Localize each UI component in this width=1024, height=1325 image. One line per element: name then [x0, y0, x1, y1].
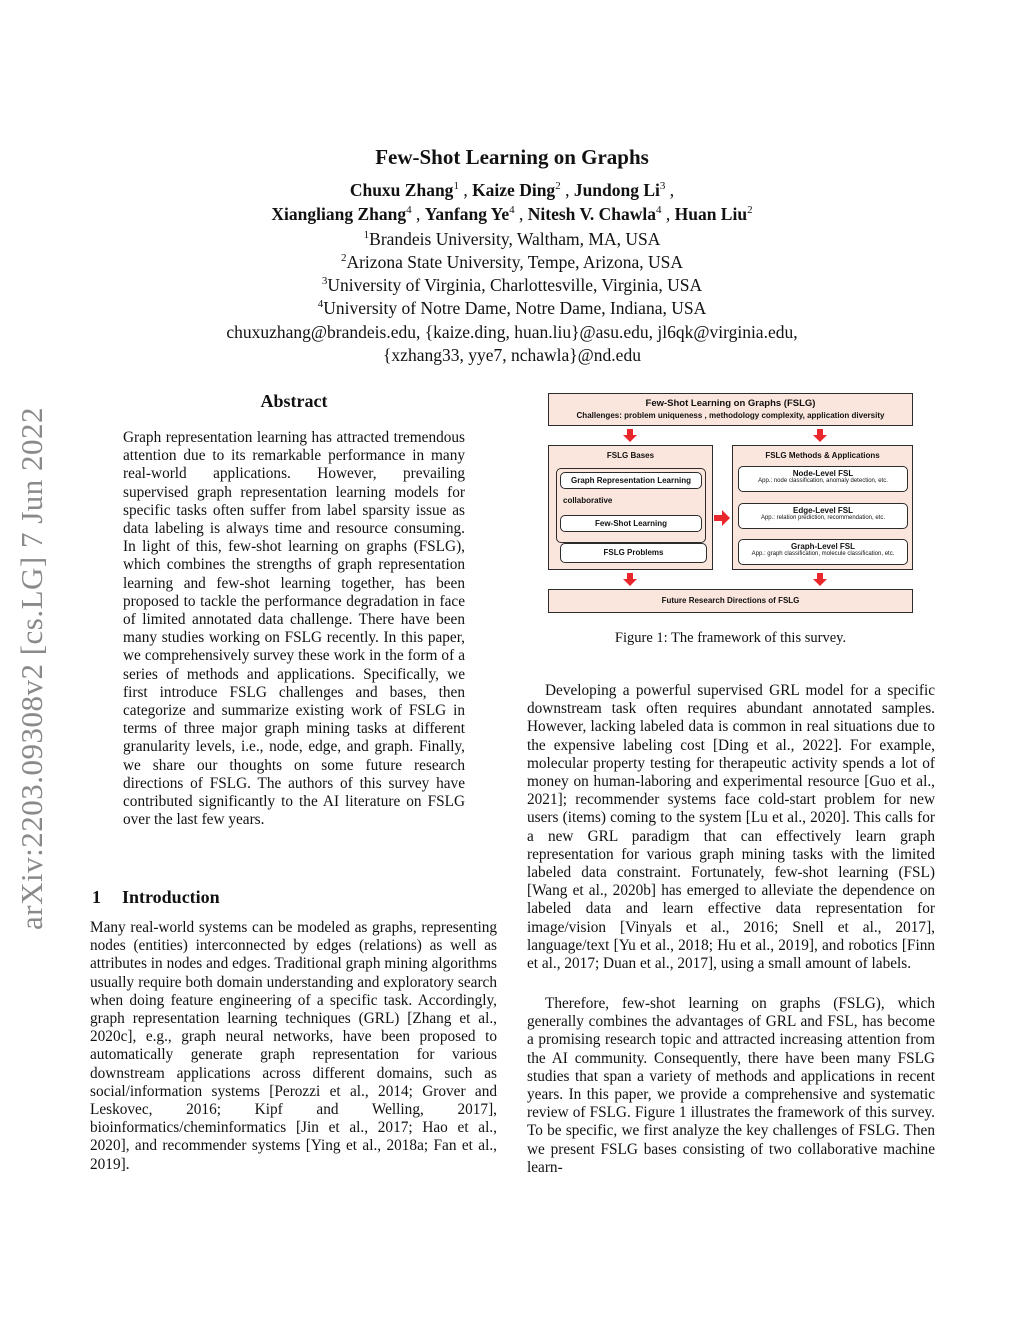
- node-level-box: [738, 466, 908, 492]
- fslg-bases-box: [548, 445, 713, 570]
- author-name: Jundong Li: [573, 180, 660, 200]
- collaborative-label: collaborative: [563, 496, 613, 505]
- right-column-paragraph-2: Therefore, few-shot learning on graphs (FSLG), which generally combines the advantages of GRL and FSL, has become a promising research topic and attracted increasing attention from the AI community. Consequently, there have been many FSLG studies that span a variety of methods and applications in recent years. In this paper, we provide a comprehensive and systematic review of FSLG. Figure 1 illustrates the framework of this survey. To be specific, we first analyze the key challenges of FSLG. Then we present FSLG bases consisting of two collaborative machine learn-: [527, 995, 935, 1176]
- fslg-problems-box: FSLG Problems: [560, 543, 707, 563]
- figure-caption: Figure 1: The framework of this survey.: [614, 630, 847, 646]
- section-number: 1: [92, 887, 101, 907]
- node-level-app: App.: node classification, anomaly detection, etc.: [758, 478, 888, 484]
- section-title: Introduction: [122, 887, 220, 907]
- right-arrow-icon: [714, 510, 730, 526]
- down-arrow-icon: [813, 429, 827, 442]
- figure-top-subtitle: Challenges: problem uniqueness , methodology complexity, application diversity: [576, 411, 885, 420]
- fsl-box: Few-Shot Learning: [560, 515, 702, 532]
- arxiv-identifier: arXiv:2203.09308v2 [cs.LG] 7 Jun 2022: [14, 406, 49, 930]
- fslg-bases-title: FSLG Bases: [606, 451, 655, 460]
- abstract-heading: Abstract: [260, 391, 328, 411]
- author-affil-mark: 1: [453, 180, 459, 193]
- edge-level-title: Edge-Level FSL: [792, 506, 853, 515]
- author-name: Xiangliang Zhang: [271, 204, 407, 224]
- authors-line-2: Xiangliang Zhang$^4$ , Yanfang Ye$^4$ , Nitesh V. Chawla$^4$ , Huan Liu$^2$: [271, 204, 753, 224]
- node-level-title: Node-Level FSL: [792, 469, 854, 478]
- affiliation-2: $^2$Arizona State University, Tempe, Arizona, USA: [340, 252, 684, 272]
- down-arrow-icon: [623, 573, 637, 586]
- author-affil-mark: 4: [509, 204, 515, 217]
- author-affil-mark: 2: [747, 204, 753, 217]
- fslg-methods-box: [732, 445, 913, 570]
- future-directions-box: Future Research Directions of FSLG: [548, 589, 913, 613]
- graph-level-title: Graph-Level FSL: [790, 542, 855, 551]
- graph-level-box: [738, 539, 908, 565]
- graph-level-app: App.: graph classification, molecule classification, etc.: [751, 551, 895, 557]
- figure-top-title: Few-Shot Learning on Graphs (FSLG): [645, 398, 816, 409]
- author-name: Nitesh V. Chawla: [527, 204, 656, 224]
- paper-title: Few-Shot Learning on Graphs: [375, 145, 649, 169]
- emails-line-1: chuxuzhang@brandeis.edu, {kaize.ding, huan.liu}@asu.edu, jl6qk@virginia.edu,: [226, 322, 798, 342]
- author-name: Yanfang Ye: [424, 204, 510, 224]
- right-column-paragraph-1: Developing a powerful supervised GRL model for a specific downstream task often requires abundant annotated samples. However, lacking labeled data is common in real situations due to the expensive labeling cost [Ding et al., 2022]. For example, molecular property testing for therapeutic activity spends a lot of money on human-laboring and experimental resource [Guo et al., 2021]; recommender systems face cold-start problem for new users (items) coming to the system [Lu et al., 2020]. This calls for a new GRL paradigm that can effectively learn graph representation for various graph mining tasks with the limited labeled data constraint. Fortunately, few-shot learning (FSL) [Wang et al., 2020b] has emerged to alleviate the dependence on labeled data and learn effective data representation for image/vision [Vinyals et al., 2016; Snell et al., 2017], language/text [Yu et al., 2018; Hu et al., 2019], and robotics [Finn et al., 2017; Duan et al., 2017], using a small amount of labels.: [527, 682, 935, 973]
- abstract-text: Graph representation learning has attracted tremendous attention due to its remarkable performance in many real-world applications. However, prevailing supervised graph representation learning models for specific tasks often suffer from label sparsity issue as data labeling is always time and resource consuming. In light of this, few-shot learning on graphs (FSLG), which combines the strengths of graph representation learning and few-shot learning together, has been proposed to tackle the performance degradation in face of limited annotated data challenge. There have been many studies working on FSLG recently. In this paper, we comprehensively survey these work in the form of a series of methods and applications. Specifically, we first introduce FSLG challenges and bases, then categorize and summarize existing work of FSLG in terms of three major graph mining tasks at different granularity levels, i.e., node, edge, and graph. Finally, we share our thoughts on some future research directions of FSLG. The authors of this survey have contributed significantly to the AI literature on FSLG over the last few years.: [123, 429, 465, 829]
- author-affil-mark: 2: [555, 180, 561, 193]
- affiliation-3: $^3$University of Virginia, Charlottesville, Virginia, USA: [321, 275, 703, 295]
- section-heading-introduction: [92, 887, 220, 908]
- author-affil-mark: 3: [659, 180, 666, 193]
- framework-figure: [548, 393, 913, 615]
- author-name: Chuxu Zhang: [349, 180, 454, 200]
- down-arrow-icon: [623, 429, 637, 442]
- author-name: Huan Liu: [674, 204, 748, 224]
- author-affil-mark: 4: [655, 204, 662, 217]
- affiliation-4: $^4$University of Notre Dame, Notre Dame, Indiana, USA: [317, 298, 707, 318]
- authors-line-1: Chuxu Zhang$^1$ , Kaize Ding$^2$ , Jundong Li$^3$ ,: [349, 180, 675, 200]
- introduction-text: Many real-world systems can be modeled as graphs, representing nodes (entities) interconnected by edges (relations) as well as attributes in nodes and edges. Traditional graph mining algorithms usually require both domain understanding and exploratory search when doing feature engineering of a specific task. Accordingly, graph representation learning techniques (GRL) [Zhang et al., 2020c], e.g., graph neural networks, have been proposed to automatically generate graph representation for various downstream applications across different domains, such as social/information systems [Perozzi et al., 2014; Grover and Leskovec, 2016; Kipf and Welling, 2017], bioinformatics/cheminformatics [Jin et al., 2017; Hao et al., 2020], and recommender systems [Ying et al., 2018a; Fan et al., 2019].: [90, 919, 497, 1173]
- down-arrow-icon: [813, 573, 827, 586]
- author-affil-mark: 4: [406, 204, 412, 217]
- emails-line-2: {xzhang33, yye7, nchawla}@nd.edu: [383, 345, 641, 365]
- affiliation-1: $^1$Brandeis University, Waltham, MA, USA: [363, 229, 661, 249]
- author-name: Kaize Ding: [472, 180, 556, 200]
- fslg-methods-title: FSLG Methods & Applications: [765, 451, 880, 460]
- figure-top-box: [548, 393, 913, 426]
- edge-level-box: [738, 503, 908, 529]
- grl-box: Graph Representation Learning: [560, 472, 702, 489]
- edge-level-app: App.: relation prediction, recommendation, etc.: [760, 515, 886, 521]
